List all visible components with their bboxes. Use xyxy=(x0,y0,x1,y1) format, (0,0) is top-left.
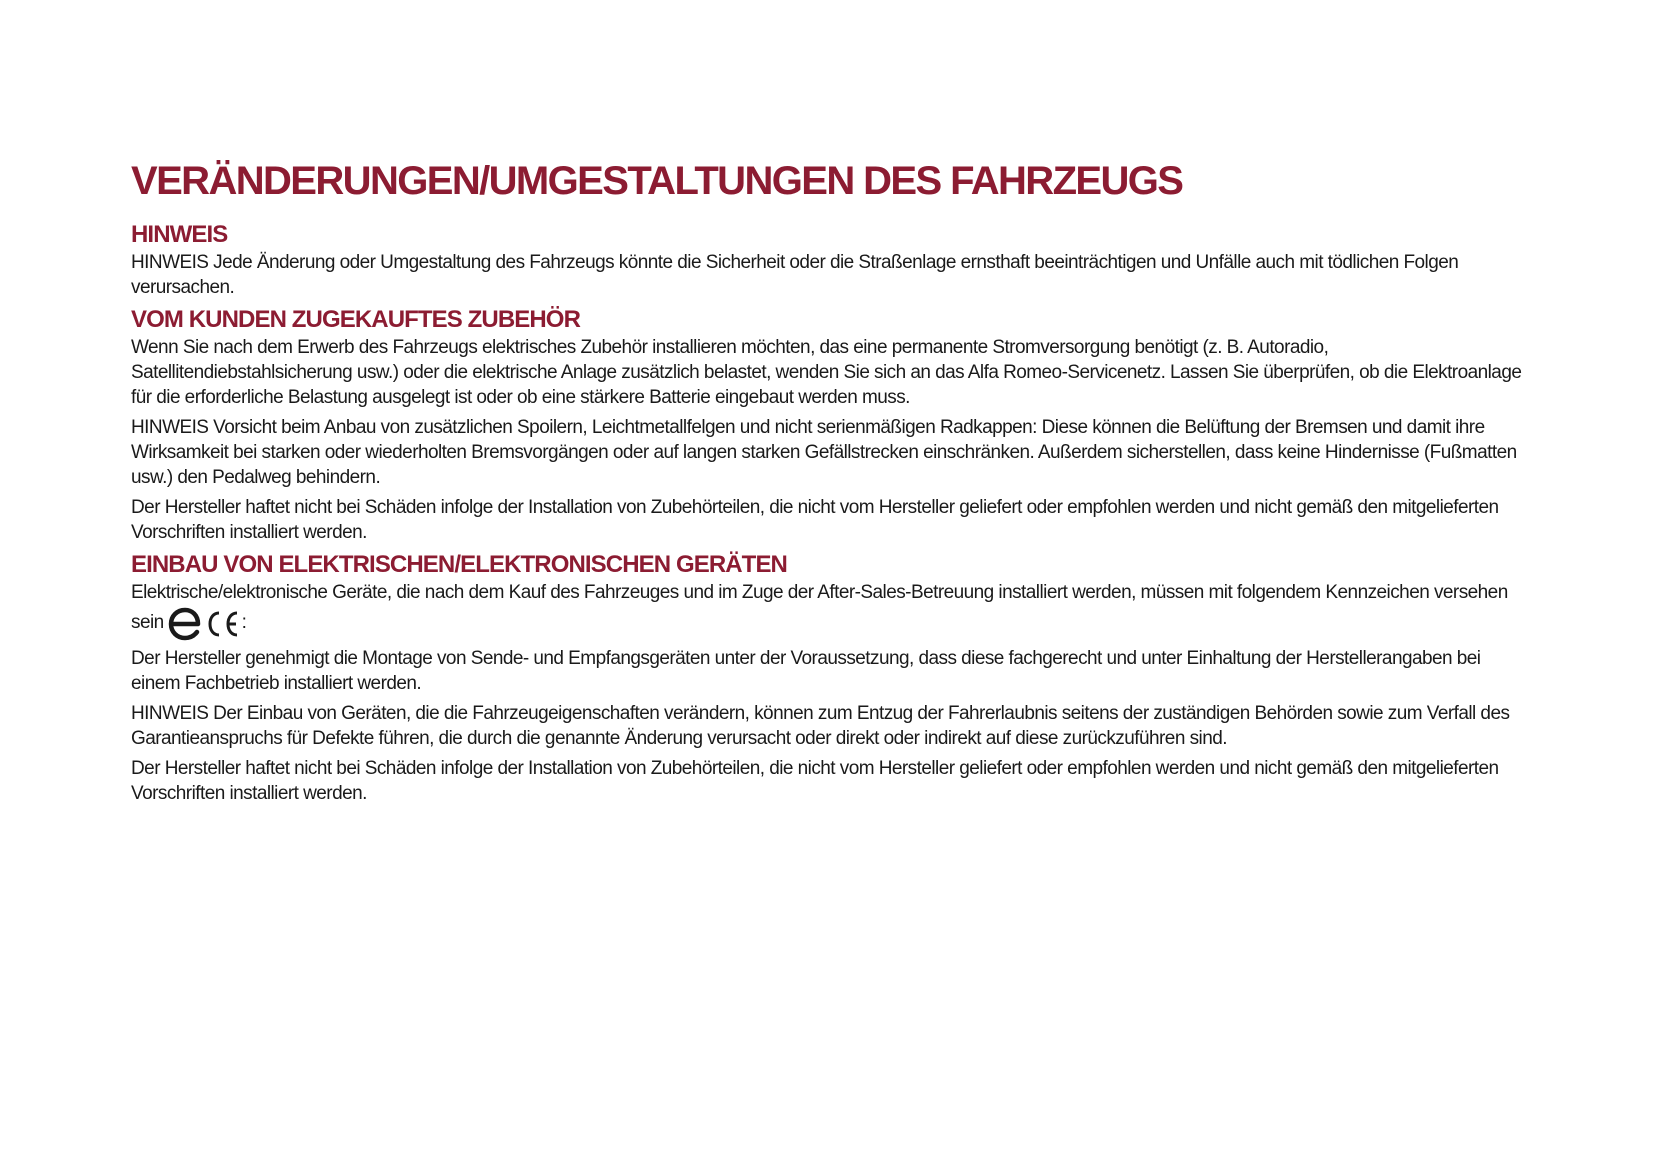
document-page xyxy=(131,158,1531,811)
paragraph-einbau-intro xyxy=(131,580,1531,641)
section-heading-zubehoer: VOM KUNDEN ZUGEKAUFTES ZUBEHÖR xyxy=(131,306,581,333)
paragraph-einbau-intro-end: : xyxy=(241,612,247,634)
section-heading-hinweis: HINWEIS xyxy=(131,221,228,248)
section-heading-einbau: EINBAU VON ELEKTRISCHEN/ELEKTRONISCHEN GERÄTEN xyxy=(131,551,787,578)
paragraph-zubehoer-2: HINWEIS Vorsicht beim Anbau von zusätzlichen Spoilern, Leichtmetallfelgen und nicht serienmäßigen Radkappen: Diese können die Belüftung der Bremsen und damit ihre Wirksamkeit bei starken oder wiederholten Bremsvorgängen oder auf langen starken Gefällstrecken einschränken. Außerdem sicherstellen, dass keine Hindernisse (Fußmatten usw.) den Pedalweg behindern. xyxy=(131,417,1517,488)
paragraph-einbau-3: Der Hersteller haftet nicht bei Schäden infolge der Installation von Zubehörteilen, die nicht vom Hersteller geliefert oder empfohlen werden und nicht gemäß den mitgelieferten Vorschriften installiert werden. xyxy=(131,758,1499,804)
ce-conformity-mark-icon xyxy=(168,605,242,641)
paragraph-zubehoer-1: Wenn Sie nach dem Erwerb des Fahrzeugs elektrisches Zubehör installieren möchten, das eine permanente Stromversorgung benötigt (z. B. Autoradio, Satellitendiebstahlsicherung usw.) oder die elektrische Anlage zusätzlich belastet, wenden Sie sich an das Alfa Romeo-Servicenetz. Lassen Sie überprüfen, ob die Elektroanlage für die erforderliche Belastung ausgelegt ist oder ob eine stärkere Batterie eingebaut werden muss. xyxy=(131,337,1522,408)
paragraph-hinweis: HINWEIS Jede Änderung oder Umgestaltung des Fahrzeugs könnte die Sicherheit oder die Straßenlage ernsthaft beeinträchtigen und Unfälle auch mit tödlichen Folgen verursachen. xyxy=(131,252,1459,298)
paragraph-einbau-2: HINWEIS Der Einbau von Geräten, die die Fahrzeugeigenschaften verändern, können zum Entzug der Fahrerlaubnis seitens der zuständigen Behörden sowie zum Verfall des Garantieanspruchs für Defekte führen, die durch die genannte Änderung verursacht oder direkt oder indirekt auf diese zurückzuführen sind. xyxy=(131,703,1510,749)
page-title: VERÄNDERUNGEN/UMGESTALTUNGEN DES FAHRZEUGS xyxy=(131,159,1183,203)
paragraph-zubehoer-3: Der Hersteller haftet nicht bei Schäden infolge der Installation von Zubehörteilen, die nicht vom Hersteller geliefert oder empfohlen werden und nicht gemäß den mitgelieferten Vorschriften installiert werden. xyxy=(131,497,1499,543)
paragraph-einbau-intro-text: Elektrische/elektronische Geräte, die nach dem Kauf des Fahrzeuges und im Zuge der After-Sales-Betreuung installiert werden, müssen mit folgendem Kennzeichen versehen sein xyxy=(131,582,1508,634)
paragraph-einbau-1: Der Hersteller genehmigt die Montage von Sende- und Empfangsgeräten unter der Voraussetzung, dass diese fachgerecht und unter Einhaltung der Herstellerangaben bei einem Fachbetrieb installiert werden. xyxy=(131,648,1481,694)
